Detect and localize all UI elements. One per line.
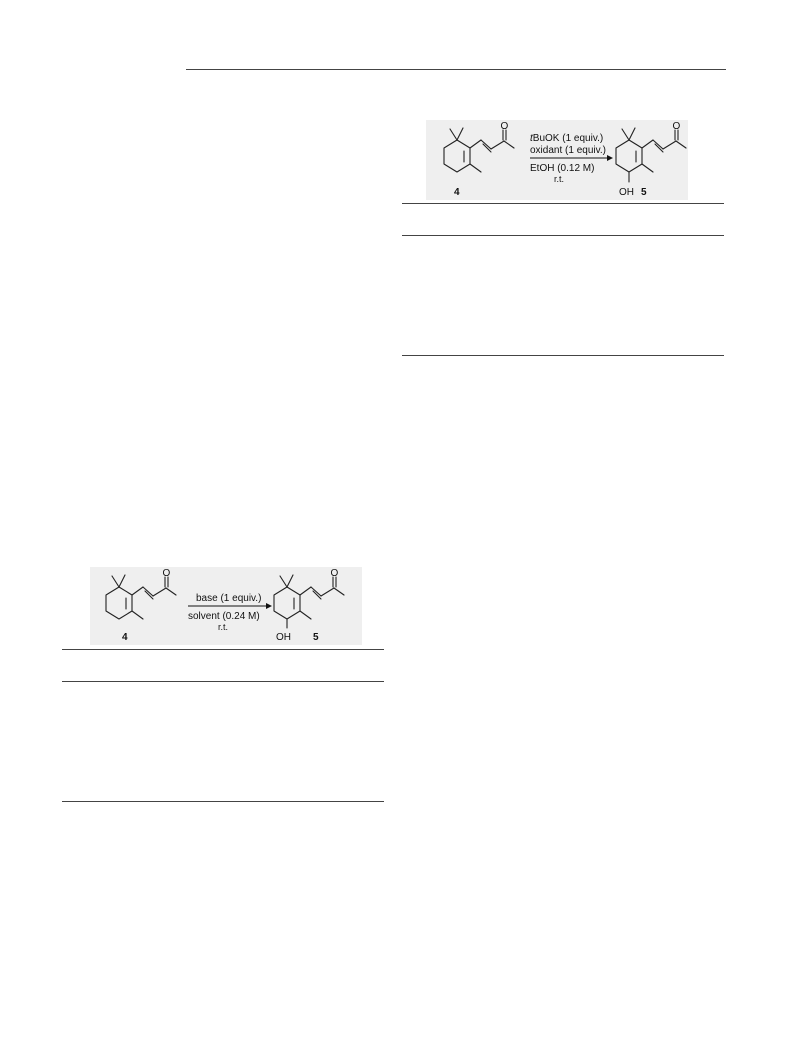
table-top-rule — [402, 203, 724, 204]
product-structure-5 — [616, 121, 686, 198]
compound-label-5: 5 — [313, 632, 319, 643]
table-bottom-rule — [402, 355, 724, 356]
carbonyl-oxygen-label: O — [162, 568, 171, 579]
scheme-top — [426, 120, 688, 200]
carbonyl-oxygen-label: O — [672, 121, 681, 132]
reagent-oxidant-line: oxidant (1 equiv.) — [530, 145, 606, 156]
header-rule — [186, 69, 726, 70]
reaction-scheme-bottom — [90, 567, 362, 645]
carbonyl-oxygen-label: O — [500, 121, 509, 132]
reagent-base-line: base (1 equiv.) — [196, 593, 262, 604]
substrate-structure-4 — [106, 568, 176, 619]
substrate-structure-4 — [444, 121, 514, 172]
hydroxyl-label: OH — [619, 187, 634, 198]
solvent-condition: solvent (0.24 M) — [188, 611, 260, 622]
temperature-condition: r.t. — [554, 174, 565, 184]
hydroxyl-label: OH — [276, 632, 291, 643]
reaction-scheme-top — [426, 120, 688, 200]
compound-label-4: 4 — [454, 187, 460, 198]
temperature-condition: r.t. — [218, 622, 229, 632]
compound-label-5: 5 — [641, 187, 647, 198]
table-header-rule — [62, 681, 384, 682]
compound-label-4: 4 — [122, 632, 128, 643]
table-top-rule — [62, 649, 384, 650]
table-bottom-rule — [62, 801, 384, 802]
scheme-bottom — [90, 567, 362, 645]
carbonyl-oxygen-label: O — [330, 568, 339, 579]
solvent-condition: EtOH (0.12 M) — [530, 163, 595, 174]
table-header-rule — [402, 235, 724, 236]
reagent-base-line: tBuOK (1 equiv.) — [530, 133, 604, 144]
product-structure-5 — [274, 568, 344, 643]
